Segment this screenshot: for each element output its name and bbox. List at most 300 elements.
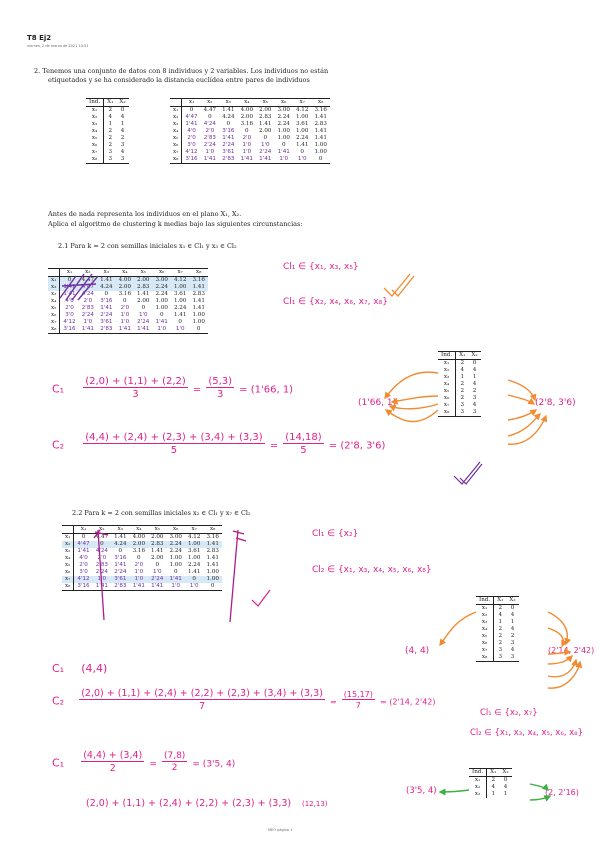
cell: 0 [118,548,123,554]
header-cell: x₇ [185,526,203,534]
cell: 3 [108,149,113,155]
cell: x₇ [62,576,74,583]
cell: 3 [116,156,128,164]
centroid-fraction [81,750,144,774]
cell: 2 [510,633,515,639]
cell: 3 [510,640,515,646]
cell: x₅ [86,135,104,142]
cell: 2'0 [120,305,130,311]
cell: 3'16 [222,128,235,134]
cell: 0 [81,534,86,540]
centroid-point-right-b: (2, 2'16) [545,788,579,797]
header-cell: x₇ [293,99,311,107]
cell: 1.00 [314,142,327,148]
cell: 1'0 [93,576,111,583]
cluster-2-annotation-b: Cl₂ ∈ {x₁, x₃, x₄, x₅, x₆, x₈} [470,728,583,738]
cell: 1.41 [192,305,205,311]
distance-table [170,98,330,164]
cell: 4.12 [187,534,201,540]
centroid-fraction-simplified [206,376,234,400]
cell: 2.00 [259,107,272,113]
data-table-header [469,769,512,777]
table-row [62,534,222,542]
cell: x₅ [438,388,456,395]
table-row [86,114,129,121]
cell: 2.00 [130,541,148,548]
cell: 3'0 [79,569,88,575]
header-cell: x₅ [134,269,152,277]
header-cell: x₆ [275,99,293,107]
cell: 1.41 [206,555,219,561]
table-row [48,291,208,298]
header-cell: X₂ [499,769,511,777]
cell: x₅ [170,135,182,142]
header-cell: x₅ [256,99,274,107]
table-row [469,784,512,791]
cell: 1.00 [185,541,203,548]
cell: x₆ [476,640,494,647]
cell: 4.00 [116,277,134,285]
cell: x₈ [438,409,456,417]
cell: x₁ [170,107,182,115]
cell: 3.16 [189,277,207,285]
cell: 1.41 [222,107,235,113]
cell: 1.41 [206,562,219,568]
centroid-fraction-simplified [283,432,323,456]
cell: 1'41 [116,326,134,334]
cell: 1.00 [295,114,309,120]
centroid-result: (4,4) [81,662,108,675]
cell: 1.41 [137,291,150,297]
table-row [62,576,222,583]
cell: 3.61 [173,291,187,297]
cell: 4'47 [79,284,97,291]
header-cell: Ind. [476,597,494,605]
cell: 1.41 [295,142,309,148]
cell: 1.41 [187,569,201,575]
cell: 4'47 [74,541,93,548]
cell: 1.00 [277,128,290,134]
fraction-denominator: 5 [170,445,178,456]
cluster-1-annotation-b: Cl₁ ∈ {x₂, x₇} [480,708,538,718]
page-footer: MEO página 1 [268,828,293,832]
table-row [476,647,519,654]
header-cell: x₃ [111,526,129,534]
cell: 4 [510,612,515,618]
cell: 1'0 [275,156,293,164]
fraction-numerator: (5,3) [208,376,233,387]
table-row [48,326,208,334]
centroid-fraction [83,376,188,400]
cell: x₃ [476,619,494,626]
cell: 1 [503,791,508,797]
distance-table-2-2 [62,525,222,591]
header-cell: x₈ [311,99,329,107]
cell: 1 [472,374,477,380]
cell: 0 [503,777,508,783]
table-row [469,777,512,785]
cell: 2'0 [83,298,93,304]
fraction-numerator: (2,0) + (1,1) + (2,4) + (2,2) + (2,3) + (3,4) + (3,3) [81,688,323,699]
cell: x₁ [476,605,494,613]
cell: 1'41 [277,149,290,155]
cell: x₃ [62,548,74,555]
cell: 0 [185,576,203,583]
cell: 1'0 [171,326,189,334]
cell: 1'0 [120,312,130,318]
centroid-1b-formula: C₁ $\frac{(4,4) + (3,4)}{2}$ = $\frac{(7,8)}{2}$ = (3'5, 4) [52,750,236,774]
table-row [476,619,519,626]
cell: 2'0 [205,128,215,134]
cell: 2.24 [153,284,171,291]
cell: 2'0 [79,562,88,568]
cluster-1-annotation: Cl₁ ∈ {x₁, x₃, x₅} [283,262,359,272]
cell: 3.00 [277,107,290,113]
cell: 1.41 [189,284,207,291]
data-table [86,98,129,164]
cell: x₄ [48,298,60,305]
cell: 2.83 [148,541,166,548]
cell: 1.00 [314,149,327,155]
header-x1: X₁ [104,99,117,107]
cell: 1'41 [155,319,168,325]
cell: 2 [460,395,465,401]
cell: 1.00 [295,128,309,134]
cell: 2.00 [259,128,272,134]
cell: 0 [189,107,194,113]
problem-line-1: 2. Tenemos una conjunto de datos con 8 individuos y 2 variables. Los individuos no están [34,67,329,75]
cell: 1.41 [314,135,327,141]
cell: x₂ [438,367,456,374]
page-title: T8 Ej2 [27,34,52,42]
cell: 2'24 [81,312,94,318]
cell: 1 [460,374,465,380]
cell: 1'0 [120,319,130,325]
header-cell [170,99,182,107]
cell: 4'47 [185,114,198,120]
cell: 2 [498,605,503,611]
cell: x₈ [86,156,104,164]
table-row [62,548,222,555]
table-row [438,395,481,402]
header-cell [48,269,60,277]
centroid-label: C₂ [52,694,65,708]
centroid-point-left-2-2: (4, 4) [405,646,430,656]
cell: 3.61 [187,548,201,554]
centroid-2-formula: C₂ $\frac{(4,4) + (2,4) + (2,3) + (3,4) + (3,3)}{5}$ = $\frac{(14,18)}{5}$ = (2'8, 3'6) [52,432,386,456]
cell: 2'83 [81,305,94,311]
cell: 2 [108,142,113,148]
header-cell: x₈ [189,269,207,277]
cell: 1'0 [242,142,252,148]
centroid-2b-numerator: (2,0) + (1,1) + (2,4) + (2,2) + (2,3) + (3,3) [86,798,292,809]
header-x2: X₂ [116,99,128,107]
header-cell: X₁ [456,352,469,360]
table-row [170,128,330,135]
table-row [62,562,222,569]
cell: 0 [245,128,249,134]
cell: 1.00 [192,319,205,325]
cell: 1.41 [203,541,221,548]
cell: x₁ [469,777,487,785]
cell: 3'0 [65,312,74,318]
cell: 2.24 [169,548,182,554]
centroid-result: = (2'8, 3'6) [328,440,386,452]
table-row [86,156,129,164]
cell: 2'0 [65,305,74,311]
cell: 0 [93,541,111,548]
table-row [438,367,481,374]
centroid-label: C₁ [52,756,65,770]
cell: 2'24 [95,569,108,575]
section-2-2-title: 2.2 Para k = 2 con semillas iniciales x₂ ∈ Cl₁ y x₇ ∈ Cl₂ [72,509,251,517]
instruction-line-2: Aplica el algoritmo de clustering k medias bajo las siguientes circunstancias: [48,220,303,228]
cell: x₇ [86,149,104,156]
cell: 1.00 [192,312,205,318]
cell: 4 [491,784,496,790]
cell: 2.24 [187,562,201,568]
cell: x₂ [86,114,104,121]
cell: x₇ [438,402,456,409]
cell: 1'0 [185,583,203,591]
centroid-point-right: (2'8, 3'6) [535,398,576,408]
fraction-denominator: 3 [132,389,139,400]
cell: 0 [104,291,109,297]
cell: 2'24 [137,319,150,325]
data-table-2-2 [476,596,519,662]
cell: x₂ [476,612,494,619]
cell: 3.16 [206,534,219,540]
cell: 2 [498,640,503,646]
cell: 1'41 [60,284,79,291]
centroid-fraction [79,688,325,712]
cell: 1.41 [97,277,115,285]
cell: 4.24 [222,114,235,120]
header-cell: x₇ [171,269,189,277]
cell: 3'16 [182,156,201,164]
table-row [438,360,481,368]
cell: 2.83 [134,284,152,291]
cluster-1-annotation-2-2: Cl₁ ∈ {x₂} [312,529,359,539]
cell: 4'24 [203,121,216,127]
header-cell: Ind. [469,769,487,777]
cell: x₆ [438,395,456,402]
cell: 1'41 [79,326,97,334]
header-ind: Ind. [86,99,104,107]
table-row [48,284,208,291]
cell: 2.00 [240,114,254,120]
cell: 4 [472,381,477,387]
table-row [48,277,208,285]
cell: 1'41 [222,135,235,141]
table-row [62,583,222,591]
cell: 4 [460,367,465,373]
distance-table-header [62,526,222,534]
cell: 2 [472,388,477,394]
cell: 3'16 [100,298,113,304]
cell: 3.16 [132,548,146,554]
cell: x₃ [469,791,487,798]
cell: 2 [460,360,465,366]
cell: 4.12 [295,107,309,113]
table-row [170,156,330,164]
cell: 0 [189,326,207,334]
cell: 2.00 [134,277,152,285]
header-cell: x₅ [148,526,166,534]
cell: 2'24 [148,576,166,583]
centroid-1-formula-2-2 [52,657,107,676]
cell: x₆ [170,142,182,149]
cell: x₂ [170,114,182,121]
cell: 2.00 [116,284,134,291]
cell: x₆ [86,142,104,149]
cell: 2'83 [219,156,237,164]
cell: 2 [491,777,496,783]
centroid-fraction-simplified [162,751,187,773]
cell: 2 [498,633,503,639]
cell: 3.16 [240,121,254,127]
cell: 2.24 [277,114,290,120]
cell: x₃ [48,291,60,298]
cell: 1.00 [169,562,182,568]
cell: 4'12 [74,576,93,583]
fraction-numerator: (14,18) [285,432,322,443]
cell: 3 [494,654,507,662]
table-row [170,135,330,142]
cluster-2-annotation: Cl₁ ∈ {x₂, x₄, x₆, x₇, x₈} [283,297,388,307]
fraction-denominator: 2 [109,763,116,774]
header-cell: Ind. [438,352,456,360]
cell: x₂ [469,784,487,791]
cell: 1 [510,619,515,625]
cell: 1.41 [192,298,205,304]
cell: 3'0 [187,142,196,148]
table-row [438,388,481,395]
cell: x₁ [438,360,456,368]
cell: 3.61 [295,121,309,127]
cell: 1.41 [151,548,164,554]
cell: 2'0 [242,135,252,141]
cell: 2'24 [203,142,216,148]
cell: 4.47 [95,534,109,540]
cell: x₄ [170,128,182,135]
cell: 1'0 [83,319,93,325]
check-mark-icon [252,590,270,606]
cell: 4.24 [111,541,129,548]
table-row [86,121,129,128]
cell: 1'41 [130,583,148,591]
fraction-numerator: (7,8) [163,751,186,761]
cell: 3 [456,409,469,417]
cell: 3.16 [314,107,327,113]
table-row [62,555,222,562]
data-table-header [438,352,481,360]
cell: 2.83 [206,548,219,554]
section-2-1-title: 2.1 Para k = 2 con semillas iniciales x₁ ∈ Cl₁ y x₃ ∈ Cl₂ [58,242,237,250]
centroid-result: = (2'14, 2'42) [379,697,436,707]
header-cell: x₆ [153,269,171,277]
cell: 4 [472,402,477,408]
data-table-bottom [469,768,512,798]
table-row [86,107,129,115]
data-table-header [86,99,129,107]
table-row [48,298,208,305]
cell: 1'41 [100,305,113,311]
table-row [170,107,330,115]
cell: 4 [120,128,125,134]
cell: 3 [120,142,125,148]
fraction-numerator: (15,17) [343,690,373,699]
cell: 4 [472,367,477,373]
cell: 3 [460,402,465,408]
cell: 2.83 [192,291,205,297]
cell: 0 [263,135,268,141]
cell: 2'0 [97,555,107,561]
cell: 3 [498,647,503,653]
cell: 4'0 [79,555,88,561]
cell: 4.47 [203,107,217,113]
cell: 1 [491,791,496,797]
cell: x₄ [476,626,494,633]
cell: 4.24 [97,284,115,291]
cell: 1'0 [134,569,144,575]
cell: x₆ [48,312,60,319]
cell: 1'41 [134,326,152,334]
cell: 0 [173,569,178,575]
data-table-2-1 [438,351,481,417]
cell: 1.00 [171,284,189,291]
header-cell [62,526,74,534]
cell: 1'41 [167,576,185,583]
cell: 2 [108,107,113,113]
cell: 3 [472,395,477,401]
cell: 2.00 [151,555,164,561]
page-date: viernes, 2 de marzo de 2021 10:51 [27,44,89,48]
cell: 0 [300,149,304,155]
check-mark-icon [454,462,482,484]
cluster-2-annotation-2-2: Cl₂ ∈ {x₁, x₃, x₄, x₅, x₆, x₈} [312,565,432,575]
cell: x₅ [48,305,60,312]
cell: x₄ [86,128,104,135]
table-row [62,569,222,576]
cell: 1 [120,121,125,127]
table-row [438,381,481,388]
cell: 2'83 [111,583,129,591]
centroid-1-formula: C₁ $\frac{(2,0) + (1,1) + (2,2)}{3}$ = $\frac{(5,3)}{3}$ = (1'66, 1) [52,376,294,400]
cell: x₅ [62,562,74,569]
table-row [170,149,330,156]
cell: x₃ [170,121,182,128]
cell: 4'0 [65,298,74,304]
table-row [48,319,208,326]
cell: 0 [120,107,125,113]
cell: 1'0 [293,156,311,164]
cell: 1'41 [77,548,90,554]
cell: 3'61 [222,149,235,155]
table-row [170,121,330,128]
cell: 4'12 [63,319,76,325]
cell: x₇ [170,149,182,156]
cell: 1 [498,619,503,625]
cell: x₇ [476,647,494,654]
table-row [476,640,519,647]
table-row [86,135,129,142]
header-cell: x₄ [116,269,134,277]
cell: 2 [120,135,125,141]
cell: 4 [120,114,125,120]
table-row [170,142,330,149]
table-row [48,312,208,319]
